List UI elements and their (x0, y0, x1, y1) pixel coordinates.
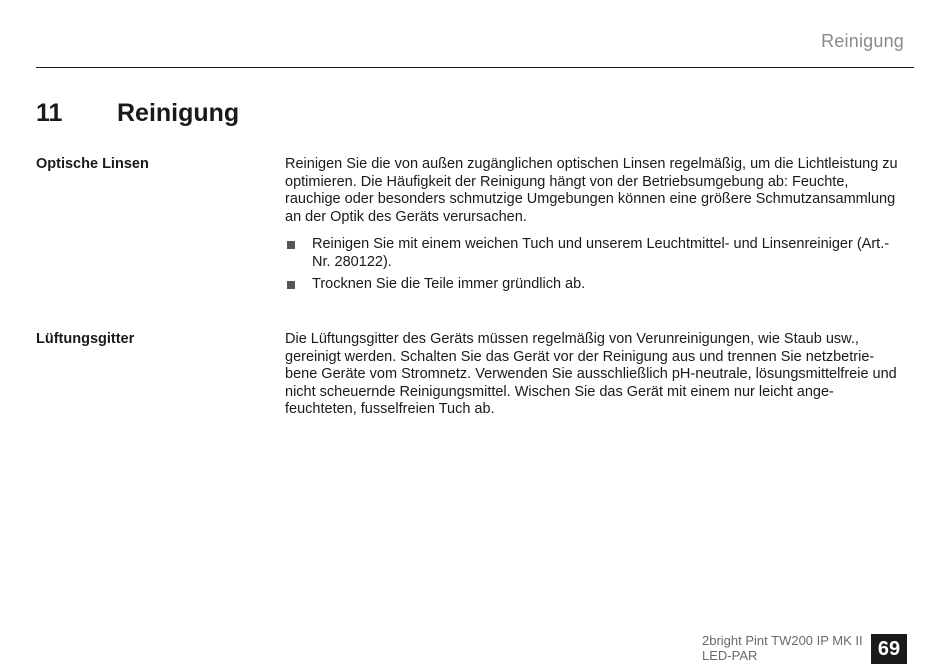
bullet-list (285, 236, 900, 293)
square-bullet-icon (287, 281, 295, 289)
page-number-badge: 69 (871, 634, 907, 664)
section-paragraph: Reinigen Sie die von außen zugänglichen optischen Linsen regelmäßig, um die Lichtleistung zu optimieren. Die Häufigkeit der Reinigung hängt von der Betriebsumgebung ab: Feuchte, rauchige oder besonders schmutzige Umgebungen können eine größere Schmutzansammlung an der Optik des Geräts verursachen. (285, 156, 898, 225)
chapter-heading (36, 99, 239, 128)
running-header-title: Reinigung (821, 31, 904, 51)
section-label-optische-linsen: Optische Linsen (36, 156, 149, 172)
list-item-text: Reinigen Sie mit einem weichen Tuch und unserem Leuchtmittel- und Linsenreiniger (Art.-Nr. 280122). (312, 236, 890, 270)
list-item (285, 236, 900, 271)
section-label-lueftungsgitter: Lüftungsgitter (36, 331, 135, 347)
section-body-optische-linsen (285, 156, 900, 297)
chapter-title: Reinigung (117, 99, 240, 127)
chapter-number: 11 (36, 99, 63, 127)
footer-product-name (702, 633, 863, 663)
footer-product-line: 2bright Pint TW200 IP MK II (702, 633, 863, 648)
list-item-text: Trocknen Sie die Teile immer gründlich ab. (312, 275, 586, 292)
list-item (285, 276, 900, 294)
footer-product-line: LED-PAR (702, 648, 758, 663)
section-paragraph: Die Lüftungsgitter des Geräts müssen regelmäßig von Verunreinigungen, wie Staub usw., gereinigt werden. Schalten Sie das Gerät vor der Reinigung aus und trennen Sie netzbetriebene Geräte vom Stromnetz. Verwenden Sie ausschließlich pH-neutrale, lösungsmittelfreie und nicht scheuernde Reinigungsmittel. Wischen Sie das Gerät mit einem nur leicht angefeuchteten, fusselfreien Tuch ab. (285, 331, 897, 418)
section-body-lueftungsgitter (285, 331, 900, 419)
header-divider (36, 67, 914, 68)
square-bullet-icon (287, 241, 295, 249)
